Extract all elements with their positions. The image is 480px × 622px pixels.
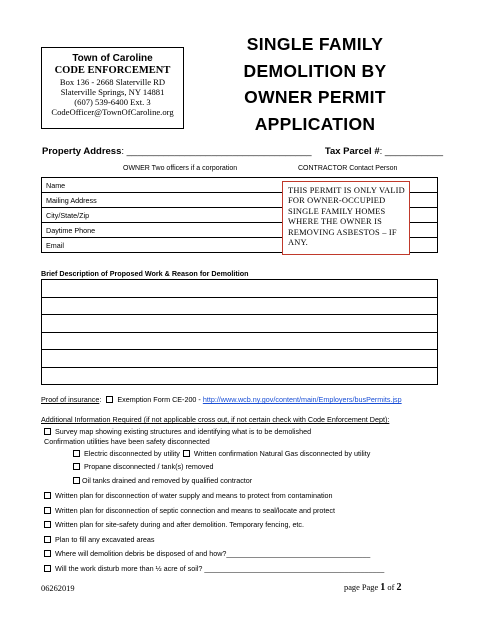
survey-label: Survey map showing existing structures and identifying what is to be demolished: [55, 427, 312, 436]
owner-occupied-notice: THIS PERMIT IS ONLY VALID FOR OWNER-OCCUPIED SINGLE FAMILY HOMES WHERE THE OWNER IS REMOVING ASBESTOS – IF ANY.: [282, 181, 410, 255]
item-safety: [44, 520, 304, 529]
debris-label: Where will demolition debris be disposed of and how?____________________________________: [55, 549, 371, 558]
office-address-box: [41, 47, 184, 129]
title-line3: OWNER PERMIT: [244, 87, 386, 107]
propane-label: Propane disconnected / tank(s) removed: [84, 462, 214, 471]
gas-label: Written confirmation Natural Gas disconnected by utility: [193, 449, 371, 458]
septic-label: Written plan for disconnection of septic connection and means to seal/locate and protect: [55, 506, 335, 515]
page-prefix: page Page: [344, 583, 381, 592]
water-label: Written plan for disconnection of water supply and means to protect from contamination: [55, 491, 333, 500]
item-propane: [73, 462, 213, 471]
owner-column-label: OWNER Two officers if a corporation: [123, 165, 238, 172]
electric-checkbox[interactable]: [73, 450, 80, 457]
page-total: 2: [396, 582, 402, 593]
insurance-checkbox[interactable]: [106, 396, 113, 403]
septic-checkbox[interactable]: [44, 507, 51, 514]
department-name: CODE ENFORCEMENT: [54, 65, 171, 76]
property-address-field[interactable]: : ___________________________________: [121, 146, 312, 157]
utilities-header: Confirmation utilities have been safety disconnected: [44, 437, 210, 446]
form-title: [215, 31, 415, 137]
excavated-label: Plan to fill any excavated areas: [55, 535, 155, 544]
insurance-colon: :: [99, 395, 102, 404]
item-electric-gas: [73, 449, 370, 458]
item-oil: [73, 476, 252, 485]
form-version-code: 06262019: [41, 584, 75, 593]
electric-label: Electric disconnected by utility: [84, 449, 180, 458]
item-debris: [44, 549, 370, 558]
soil-checkbox[interactable]: [44, 565, 51, 572]
additional-info-header: Additional Information Required (if not applicable cross out, if not certain check with Code Enforcement Dept):: [41, 415, 390, 424]
title-line2: DEMOLITION BY: [243, 60, 387, 81]
description-line[interactable]: [41, 332, 438, 350]
page-number: [344, 582, 401, 593]
insurance-line: [41, 395, 402, 404]
insurance-link[interactable]: http://www.wcb.ny.gov/content/main/Employers/busPermits.jsp: [202, 395, 402, 404]
excavated-checkbox[interactable]: [44, 536, 51, 543]
office-address-line1: Box 136 - 2668 Slaterville RD: [59, 77, 166, 87]
contractor-column-label: CONTRACTOR Contact Person: [298, 165, 398, 172]
page-of: of: [385, 583, 397, 592]
title-line4: APPLICATION: [254, 113, 376, 134]
description-line[interactable]: [41, 314, 438, 332]
safety-checkbox[interactable]: [44, 521, 51, 528]
office-email: CodeOfficer@TownOfCaroline.org: [51, 107, 174, 117]
town-name: Town of Caroline: [72, 53, 153, 64]
office-address-line2: Slaterville Springs, NY 14881: [60, 87, 165, 97]
item-excavated: [44, 535, 155, 544]
item-water: [44, 491, 333, 500]
oil-label: Oil tanks drained and removed by qualified contractor: [82, 476, 253, 485]
brief-description-label: Brief Description of Proposed Work & Reason for Demolition: [41, 269, 249, 278]
water-checkbox[interactable]: [44, 492, 51, 499]
item-survey: [44, 427, 311, 436]
description-line[interactable]: [41, 367, 438, 386]
description-line[interactable]: [41, 349, 438, 367]
tax-parcel-label: Tax Parcel #: [324, 146, 380, 157]
description-line[interactable]: [41, 297, 438, 315]
page-current: 1: [380, 582, 386, 593]
info-row-label: City/State/Zip: [42, 208, 438, 223]
description-line[interactable]: [41, 279, 438, 297]
tax-parcel-field[interactable]: : ___________: [379, 146, 444, 157]
item-soil: [44, 564, 384, 573]
info-row-label: Name: [42, 178, 438, 193]
item-septic: [44, 506, 335, 515]
safety-label: Written plan for site-safety during and after demolition. Temporary fencing, etc.: [55, 520, 305, 529]
title-line1: SINGLE FAMILY: [246, 34, 384, 54]
propane-checkbox[interactable]: [73, 463, 80, 470]
insurance-label: Proof of insurance: [41, 395, 100, 404]
info-row-label: Daytime Phone: [42, 223, 438, 238]
property-line: [42, 146, 443, 157]
insurance-text: Exemption Form CE-200 -: [117, 395, 203, 404]
oil-checkbox[interactable]: [73, 477, 80, 484]
office-phone: (607) 539-6400 Ext. 3: [74, 97, 151, 107]
info-row-label: Email: [42, 238, 438, 253]
gas-checkbox[interactable]: [183, 450, 190, 457]
survey-checkbox[interactable]: [44, 428, 51, 435]
brief-description-lines[interactable]: [41, 279, 438, 385]
soil-label: Will the work disturb more than ½ acre of soil? _____________________________________________: [55, 564, 385, 573]
property-address-label: Property Address: [42, 146, 122, 157]
info-row-label: Mailing Address: [42, 193, 438, 208]
debris-checkbox[interactable]: [44, 550, 51, 557]
